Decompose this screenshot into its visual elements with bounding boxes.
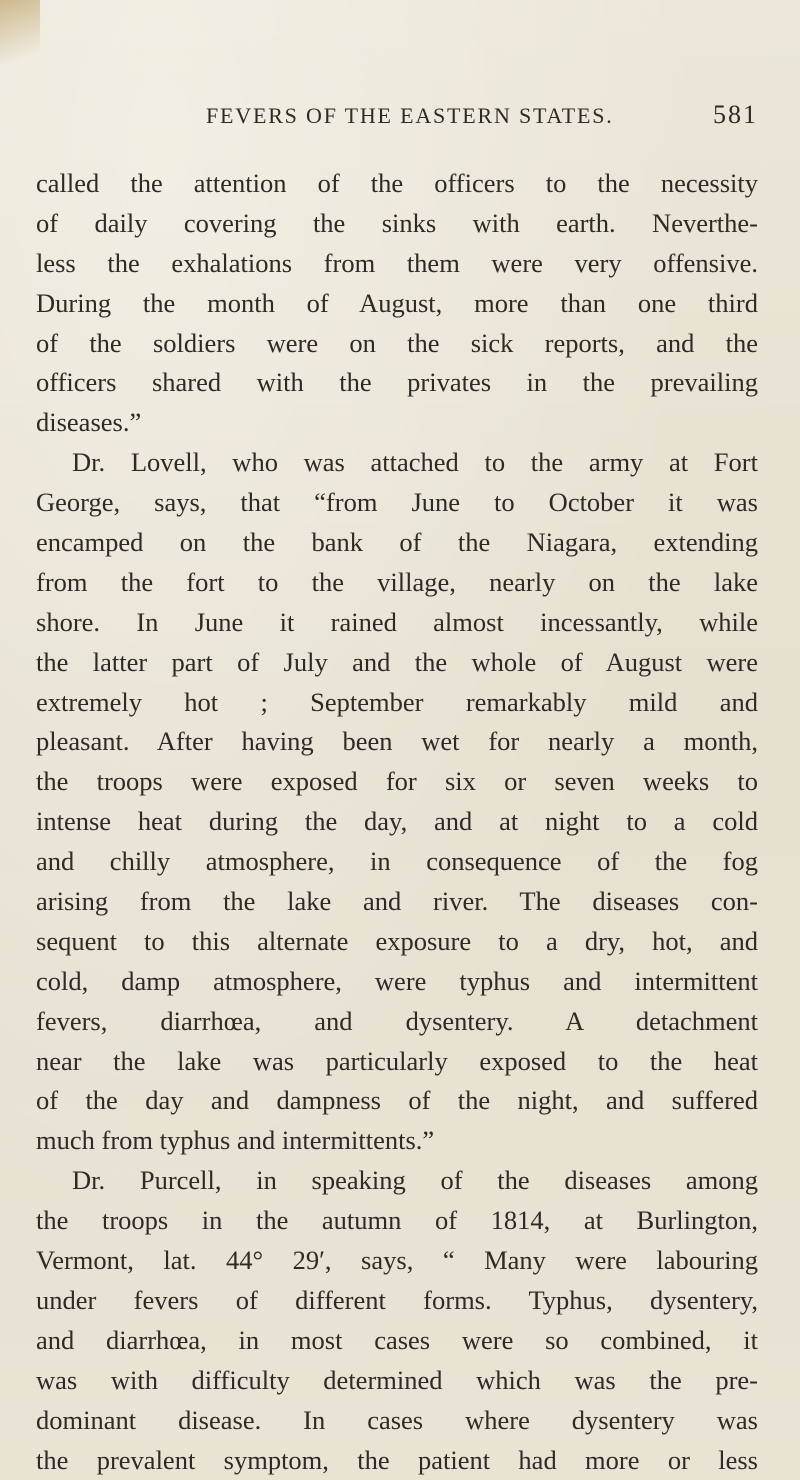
page-corner-stain <box>0 0 40 70</box>
paragraph-first-line: Dr. Lovell, who was attached to the army at Fort <box>36 443 758 483</box>
text-line: much from typhus and intermittents.” <box>36 1121 758 1161</box>
text-line: was with difficulty determined which was the pre- <box>36 1361 758 1401</box>
text-line: Vermont, lat. 44° 29′, says, “ Many were labouring <box>36 1241 758 1281</box>
text-line: pleasant. After having been wet for nearly a month, <box>36 722 758 762</box>
text-line: shore. In June it rained almost incessantly, while <box>36 603 758 643</box>
text-line: the troops in the autumn of 1814, at Burlington, <box>36 1201 758 1241</box>
page-header <box>206 103 758 133</box>
text-line: encamped on the bank of the Niagara, extending <box>36 523 758 563</box>
text-line: of the day and dampness of the night, and suffered <box>36 1081 758 1121</box>
text-line: officers shared with the privates in the prevailing <box>36 363 758 403</box>
text-line: fevers, diarrhœa, and dysentery. A detachment <box>36 1002 758 1042</box>
text-line: diseases.” <box>36 403 758 443</box>
body-text <box>36 164 758 1480</box>
text-line: cold, damp atmosphere, were typhus and intermittent <box>36 962 758 1002</box>
text-line: called the attention of the officers to the necessity <box>36 164 758 204</box>
text-line: During the month of August, more than one third <box>36 284 758 324</box>
text-line: under fevers of different forms. Typhus, dysentery, <box>36 1281 758 1321</box>
text-line: sequent to this alternate exposure to a dry, hot, and <box>36 922 758 962</box>
text-line: of daily covering the sinks with earth. Neverthe- <box>36 204 758 244</box>
text-line: and chilly atmosphere, in consequence of the fog <box>36 842 758 882</box>
text-line: and diarrhœa, in most cases were so combined, it <box>36 1321 758 1361</box>
page-number: 581 <box>713 100 758 130</box>
text-line: the troops were exposed for six or seven weeks to <box>36 762 758 802</box>
text-line: the latter part of July and the whole of August were <box>36 643 758 683</box>
text-line: George, says, that “from June to October it was <box>36 483 758 523</box>
text-line: from the fort to the village, nearly on the lake <box>36 563 758 603</box>
running-head: FEVERS OF THE EASTERN STATES. <box>206 103 614 129</box>
text-line: extremely hot ; September remarkably mild and <box>36 683 758 723</box>
text-line: less the exhalations from them were very offensive. <box>36 244 758 284</box>
paragraph-first-line: Dr. Purcell, in speaking of the diseases among <box>36 1161 758 1201</box>
text-line: the prevalent symptom, the patient had more or less <box>36 1441 758 1480</box>
text-line: near the lake was particularly exposed to the heat <box>36 1042 758 1082</box>
text-line: intense heat during the day, and at night to a cold <box>36 802 758 842</box>
text-line: arising from the lake and river. The diseases con- <box>36 882 758 922</box>
text-line: of the soldiers were on the sick reports, and the <box>36 324 758 364</box>
text-line: dominant disease. In cases where dysentery was <box>36 1401 758 1441</box>
